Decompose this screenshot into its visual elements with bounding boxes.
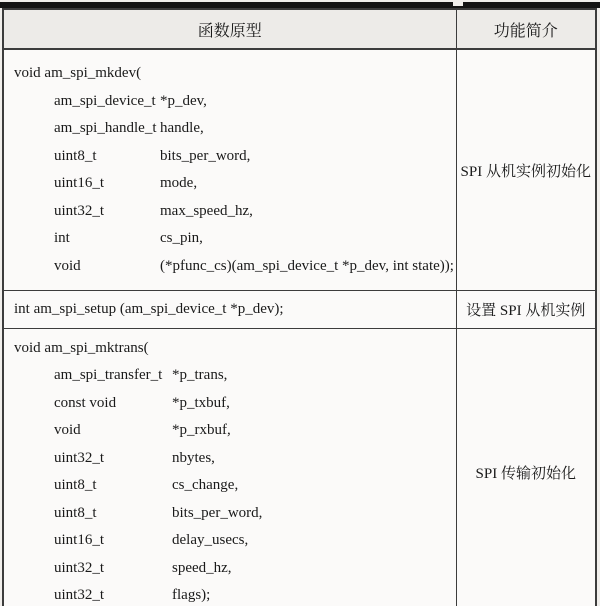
function-prototype-cell [3,49,456,291]
function-prototype-cell [3,329,456,606]
parameter-line [14,500,450,528]
parameter-type: am_spi_transfer_t [54,367,163,383]
parameter-line [14,253,454,281]
parameter-type: void [54,257,81,274]
parameter-name: *p_rxbuf, [172,422,231,438]
parameter-type: uint8_t [54,504,97,521]
parameter-line [14,527,450,555]
parameter-line [14,143,450,171]
parameter-name: handle, [160,120,204,136]
parameter-type: am_spi_handle_t [54,120,157,136]
column-header-function-prototype: 函数原型 [3,9,456,49]
parameter-line [14,88,450,116]
code-line: int am_spi_setup (am_spi_device_t *p_dev); [14,300,284,317]
function-description-cell: 设置 SPI 从机实例 [456,291,596,329]
parameter-type: void [54,422,81,438]
parameter-line [14,170,450,198]
function-description-cell: SPI 从机实例初始化 [456,49,596,291]
parameter-type: uint8_t [54,147,97,164]
table-row [3,329,596,606]
parameter-type: am_spi_device_t [54,92,156,109]
parameter-name: mode, [160,175,198,191]
parameter-type: uint32_t [54,559,105,576]
header-row [3,9,596,49]
parameter-name: *p_txbuf, [172,394,230,411]
parameter-type: const void [54,394,117,411]
function-prototype-cell [3,291,456,329]
parameter-line [14,115,450,143]
function-table [2,8,597,606]
parameter-name: *p_dev, [160,92,207,109]
table-row [3,49,596,291]
code-line: void am_spi_mktrans( [14,339,149,356]
parameter-type: uint32_t [54,449,105,466]
function-description-cell: SPI 传输初始化 [456,329,596,606]
parameter-name: *p_trans, [172,367,228,383]
parameter-name: bits_per_word, [160,147,251,164]
parameter-line [14,225,450,253]
parameter-line [14,582,450,606]
column-header-function-description: 功能简介 [456,9,596,49]
parameter-type: uint32_t [54,587,105,603]
parameter-type: uint16_t [54,532,105,548]
parameter-type: uint16_t [54,175,105,191]
parameter-name: speed_hz, [172,559,232,576]
parameter-name: (*pfunc_cs)(am_spi_device_t *p_dev, int state)); [160,257,454,274]
parameter-type: uint32_t [54,202,105,219]
top-bar-notch [453,2,463,6]
parameter-name: cs_change, [172,477,239,493]
parameter-name: nbytes, [172,449,215,466]
parameter-type: int [54,230,70,246]
parameter-line [14,555,450,583]
parameter-line [14,362,450,390]
parameter-name: delay_usecs, [172,532,249,548]
parameter-line [14,417,450,445]
parameter-line [14,472,450,500]
parameter-name: max_speed_hz, [160,202,253,219]
parameter-name: flags); [172,587,211,603]
parameter-type: uint8_t [54,477,97,493]
parameter-line [14,390,450,418]
parameter-name: cs_pin, [160,230,203,246]
parameter-name: bits_per_word, [172,504,263,521]
code-line: void am_spi_mkdev( [14,65,142,81]
parameter-line [14,198,450,226]
parameter-line [14,445,450,473]
table-row [3,291,596,329]
